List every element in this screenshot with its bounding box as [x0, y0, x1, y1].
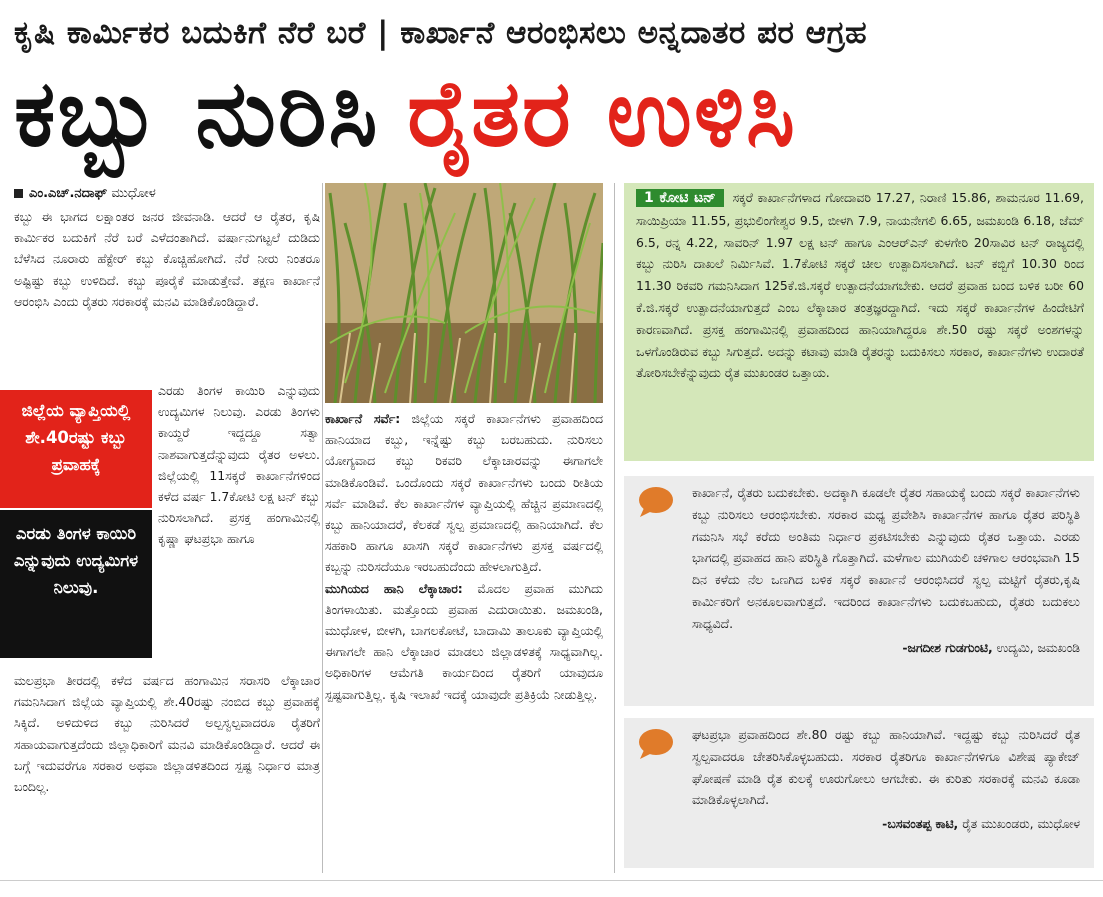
statistics-text: ಸಕ್ಕರೆ ಕಾರ್ಖಾನೆಗಳಾದ ಗೋದಾವರಿ 17.27, ನಿರಾಣಿ 15.86, ಶಾಮನೂರ 11.69, ಸಾಯಿಪ್ರಿಯಾ 11.55, ಪ್ರಭುಲಿಂಗೇಶ್ವರ 9.5, ಬೀಳಗಿ 7.9, ನಾಯನೇಗಲಿ 6.65, ಜಮಖಂಡಿ 6.18, ಜೆಮ್ 6.5, ರನ್ನ 4.22, ಸಾವರಿನ್ 1.97 ಲಕ್ಷ ಟನ್ ಹಾಗೂ ಎಂಆರ್‌ಎನ್ ಕುಳಗೇರಿ 20ಸಾವಿರ ಟನ್ ರಾಜ್ಯದಲ್ಲಿ ಕಬ್ಬು ನುರಿಸಿ ದಾಖಲೆ ನಿರ್ಮಿಸಿವೆ. 1.7ಕೋಟಿ ಸಕ್ಕರೆ ಚೀಲ ಉತ್ಪಾದಿಸಲಾಗಿದೆ. ಟನ್ ಕಬ್ಬಿಗೆ 10.30 ರಿಂದ 11.30 ರಿಕವರಿ ಗಮನಿಸಿದಾಗ 125ಕೆ.ಜಿ.ಸಕ್ಕರೆ ಉತ್ಪಾದನೆಯಾಗಬೇಕು. ಆದರೆ ಪ್ರವಾಹ ಬಂದ ಬಳಿಕ ಬರೀ 60 ಕೆ.ಜಿ.ಸಕ್ಕರೆ ಉತ್ಪಾದನೆಯಾಗುತ್ತದೆ ಎಂಬ ಲೆಕ್ಕಾಚಾರ ತಂತ್ರಜ್ಞರದ್ದಾಗಿದೆ. ಇದು ಸಕ್ಕರೆ ಕಾರ್ಖಾನೆಗಳ ಹಿಂದೇಟಿಗೆ ಕಾರಣವಾಗಿದೆ. ಪ್ರಸಕ್ತ ಹಂಗಾಮಿನಲ್ಲಿ ಪ್ರವಾಹದಿಂದ ಹಾನಿಯಾಗಿದ್ದರೂ ಶೇ.50 ರಷ್ಟು ಸಕ್ಕರೆ ಅಂಶಗಳನ್ನು ಒಳಗೊಂಡಿರುವ ಕಬ್ಬು ಸಿಗುತ್ತದೆ. ಅದನ್ನು ಕಟಾವು ಮಾಡಿ ರೈತರನ್ನು ಬದುಕಿಸಲು ಸರಕಾರ, ಕಾರ್ಖಾನೆಗಳು ಉದಾರತೆ ತೋರಿಸಬೇಕೆನ್ನುವುದು ರೈತ ಮುಖಂಡರ ಒತ್ತಾಯ.	[636, 190, 1084, 381]
quote1-text: ಕಾರ್ಖಾನೆ, ರೈತರು ಬದುಕಬೇಕು. ಅದಕ್ಕಾಗಿ ಕೂಡಲೇ ರೈತರ ಸಹಾಯಕ್ಕೆ ಬಂದು ಸಕ್ಕರೆ ಕಾರ್ಖಾನೆಗಳು ಕಬ್ಬು ನುರಿಸಲು ಆರಂಭಿಸಬೇಕು. ಸರಕಾರ ಮಧ್ಯ ಪ್ರವೇಶಿಸಿ ಕಾರ್ಖಾನೆಗಳ ಹಾಗೂ ರೈತರ ಪರಿಸ್ಥಿತಿ ಗಮನಿಸಿ ಸಭೆ ಕರೆದು ಅಂತಿಮ ನಿರ್ಧಾರ ಪ್ರಕಟಿಸಬೇಕು ಎನ್ನುವುದು ರೈತರ ಒತ್ತಾಯ. ಎರಡು ಭಾಗದಲ್ಲಿ ಪ್ರವಾಹದ ಹಾನಿ ಪರಿಸ್ಥಿತಿ ಗೊತ್ತಾಗಿದೆ. ಮಳೆಗಾಲ ಮುಗಿಯಲಿ ಚಳಿಗಾಲ ಆರಂಭವಾಗಿ 15 ದಿನ ಕಳೆದು ನೆಲ ಒಣಗಿದ ಬಳಿಕ ಸಕ್ಕರೆ ಕಾರ್ಖಾನೆ ಆರಂಭಿಸಿದರೆ ಸ್ವಲ್ಪ ಮಟ್ಟಿಗೆ ರೈತರು,ಕೃಷಿ ಕಾರ್ಮಿಕರಿಗೆ ಅನಕೂಲವಾಗುತ್ತದೆ. ಇದರಿಂದ ಕಾರ್ಖಾನೆಗಳು ಬದುಕಬಹುದು, ರೈತರು ಬದುಕಲು ಸಾಧ್ಯವಿದೆ.	[692, 485, 1080, 631]
page-bottom-rule	[0, 880, 1103, 881]
quote1-signature	[692, 637, 1080, 659]
red-highlight-box: ಜಿಲ್ಲೆಯ ವ್ಯಾಪ್ತಿಯಲ್ಲಿ ಶೇ.40ರಷ್ಟು ಕಬ್ಬು ಪ್ರವಾಹಕ್ಕೆ	[0, 390, 152, 508]
headline-black-part: ಕಬ್ಬು ನುರಿಸಿ	[14, 60, 380, 167]
quote2-text: ಘಟಪ್ರಭಾ ಪ್ರವಾಹದಿಂದ ಶೇ.80 ರಷ್ಟು ಕಬ್ಬು ಹಾನಿಯಾಗಿವೆ. ಇದ್ದಷ್ಟು ಕಬ್ಬು ನುರಿಸಿದರೆ ರೈತ ಸ್ವಲ್ಪವಾದರೂ ಚೇತರಿಸಿಕೊಳ್ಳಬಹುದು. ಸರಕಾರ ರೈತರಿಗೂ ಕಾರ್ಖಾನೆಗಳಿಗೂ ವಿಶೇಷ ಪ್ಯಾಕೇಜ್ ಘೋಷಣೆ ಮಾಡಿ ರೈತ ಕುಲಕ್ಕೆ ಊರುಗೋಲು ಆಗಬೇಕು. ಈ ಕುರಿತು ಸರಕಾರಕ್ಕೆ ಮನವಿ ಕೂಡಾ ಮಾಡಿಕೊಳ್ಳಲಾಗಿದೆ.	[692, 727, 1080, 808]
statistics-tag: 1 ಕೋಟಿ ಟನ್	[636, 189, 724, 207]
quote-box-1	[624, 476, 1094, 706]
column1-intro: ಕಬ್ಬು ಈ ಭಾಗದ ಲಕ್ಷಾಂತರ ಜನರ ಜೀವನಾಡಿ. ಆದರೆ ಆ ರೈತರ, ಕೃಷಿ ಕಾರ್ಮಿಕರ ಬದುಕಿಗೆ ನೆರೆ ಬರೆ ಎಳೆದಂತಾಗಿದೆ. ವರ್ಷಾನುಗಟ್ಟಲೆ ದುಡಿದು ಬೆಳೆಸಿದ ನೂರಾರು ಹೆಕ್ಟೇರ್ ಕಬ್ಬು ಕೊಚ್ಚಿಹೋಗಿದೆ. ನೆರೆ ನೀರು ನಿಂತರೂ ಅಷ್ಟಿಷ್ಟು ಕಬ್ಬು ಉಳಿದಿದೆ. ಕಬ್ಬು ಪೂರೈಕೆ ಮಾಡುತ್ತೇವೆ. ತಕ್ಷಣ ಕಾರ್ಖಾನೆ ಆರಂಭಿಸಿ ಎಂದು ರೈತರು ಸರಕಾರಕ್ಕೆ ಮನವಿ ಮಾಡಿಕೊಂಡಿದ್ದಾರೆ.	[14, 209, 320, 309]
quote2-name: -ಬಸವಂತಪ್ಪ ಕಾಟಿ,	[882, 816, 959, 832]
statistics-box	[624, 183, 1094, 461]
article-headline	[14, 58, 1094, 178]
byline	[14, 184, 314, 204]
quote-box-2	[624, 718, 1094, 868]
headline-red-part: ರೈತರ ಉಳಿಸಿ	[407, 60, 797, 167]
article-kicker: ಕೃಷಿ ಕಾರ್ಮಿಕರ ಬದುಕಿಗೆ ನೆರೆ ಬರೆ | ಕಾರ್ಖಾನೆ ಆರಂಭಿಸಲು ಅನ್ನದಾತರ ಪರ ಆಗ್ರಹ	[14, 15, 868, 51]
sugarcane-photo	[325, 183, 603, 403]
survey-paragraph: ಜಿಲ್ಲೆಯ ಸಕ್ಕರೆ ಕಾರ್ಖಾನೆಗಳು ಪ್ರವಾಹದಿಂದ ಹಾನಿಯಾದ ಕಬ್ಬು, ಇನ್ನೆಷ್ಟು ಕಬ್ಬು ಬರಬಹುದು. ನುರಿಸಲು ಯೋಗ್ಯವಾದ ಕಬ್ಬು ರಿಕವರಿ ಲೆಕ್ಕಾಚಾರವನ್ನು ಈಗಾಗಲೇ ಮಾಡಿಕೊಂಡಿವೆ. ಒಂದೊಂದು ಸಕ್ಕರೆ ಕಾರ್ಖಾನೆಗಳು ಬಂದು ರೀತಿಯ ಸರ್ವೆ ಮಾಡಿವೆ. ಕೆಲ ಕಾರ್ಖಾನೆಗಳ ವ್ಯಾಪ್ತಿಯಲ್ಲಿ ಹೆಚ್ಚಿನ ಪ್ರಮಾಣದಲ್ಲಿ ಕಬ್ಬು ಹಾನಿಯಾದರೆ, ಕೆಲಕಡೆ ಸ್ವಲ್ಪ ಪ್ರಮಾಣದಲ್ಲಿ ಹಾನಿಯಾಗಿದೆ. ಕೆಲ ಸಹಕಾರಿ ಹಾಗೂ ಖಾಸಗಿ ಸಕ್ಕರೆ ಕಾರ್ಖಾನೆಗಳು ಪ್ರಸಕ್ತ ವರ್ಷದಲ್ಲಿ ಕಬ್ಬನ್ನು ನುರಿಸದೆಯೂ ಇರಬಹುದೆಂದು ಹೇಳಲಾಗುತ್ತಿದೆ.	[325, 411, 603, 575]
survey-subheading: ಕಾರ್ಖಾನೆ ಸರ್ವೆ:	[325, 411, 401, 426]
quote2-signature	[692, 813, 1080, 835]
sugarcane-photo-graphic	[325, 183, 603, 403]
loss-subheading: ಮುಗಿಯದ ಹಾನಿ ಲೆಕ್ಕಾಚಾರ:	[325, 580, 463, 596]
byline-square-icon	[14, 189, 23, 198]
speech-bubble-icon	[636, 486, 674, 518]
loss-paragraph: ಮೊದಲ ಪ್ರವಾಹ ಮುಗಿದು ತಿಂಗಳಾಯಿತು. ಮತ್ತೊಂದು ಪ್ರವಾಹ ಎದುರಾಯಿತು. ಜಮಖಂಡಿ, ಮುಧೋಳ, ಬೀಳಗಿ, ಬಾಗಲಕೋಟೆ, ಬಾದಾಮಿ ತಾಲೂಕು ವ್ಯಾಪ್ತಿಯಲ್ಲಿ ಈಗಾಗಲೇ ಹಾನಿ ಲೆಕ್ಕಾಚಾರ ಮಾಡಲು ಜಿಲ್ಲಾಡಳಿತಕ್ಕೆ ಸಾಧ್ಯವಾಗಿಲ್ಲ. ಅಧಿಕಾರಿಗಳ ಆಮೆಗತಿ ಕಾರ್ಯದಿಂದ ರೈತರಿಗೆ ಯಾವುದೂ ಸ್ಪಷ್ಟವಾಗುತ್ತಿಲ್ಲ. ಕೃಷಿ ಇಲಾಖೆ ಇದಕ್ಕೆ ಯಾವುದೇ ಪ್ರತಿಕ್ರಿಯೆ ನೀಡುತ್ತಿಲ್ಲ.	[325, 580, 603, 702]
column1-bottom-text: ಮಲಪ್ರಭಾ ತೀರದಲ್ಲಿ ಕಳೆದ ವರ್ಷದ ಹಂಗಾಮಿನ ಸರಾಸರಿ ಲೆಕ್ಕಾಚಾರ ಗಮನಿಸಿದಾಗ ಜಿಲ್ಲೆಯ ವ್ಯಾಪ್ತಿಯಲ್ಲಿ ಶೇ.40ರಷ್ಟು ನಂಬಿದ ಕಬ್ಬು ಪ್ರವಾಹಕ್ಕೆ ಸಿಕ್ಕಿದೆ. ಅಳಿದುಳಿದ ಕಬ್ಬು ನುರಿಸಿದರೆ ಅಲ್ಪಸ್ವಲ್ಪವಾದರೂ ರೈತರಿಗೆ ಸಹಾಯವಾಗುತ್ತದೆಂದು ಜಿಲ್ಲಾಧಿಕಾರಿಗೆ ಮನವಿ ಮಾಡಿಕೊಂಡಿದ್ದಾರೆ. ಆದರೆ ಈ ಬಗ್ಗೆ ಇದುವರೆಗೂ ಸರಕಾರ ಅಥವಾ ಜಿಲ್ಲಾಡಳಿತದಿಂದ ಸ್ಪಷ್ಟ ನಿರ್ಧಾರ ಮಾತ್ರ ಬಂದಿಲ್ಲ.	[14, 673, 320, 795]
speech-bubble-icon	[636, 728, 674, 760]
quote1-role: ಉದ್ಯಮಿ, ಜಮಖಂಡಿ	[996, 639, 1080, 655]
black-highlight-box: ಎರಡು ತಿಂಗಳ ಕಾಯಿರಿ ಎನ್ನುವುದು ಉದ್ಯಮಿಗಳ ನಿಲುವು.	[0, 510, 152, 658]
byline-name: ಎಂ.ಎಚ್.ನದಾಫ್	[29, 186, 108, 201]
quote1-name: -ಜಗದೀಶ ಗುಡಗುಂಟಿ,	[902, 639, 993, 655]
column-divider	[614, 183, 615, 873]
column2-text	[325, 408, 603, 868]
column-divider	[322, 183, 323, 873]
column1-side-text: ಎರಡು ತಿಂಗಳ ಕಾಯಿರಿ ಎನ್ನುವುದು ಉದ್ಯಮಿಗಳ ನಿಲುವು. ಎರಡು ತಿಂಗಳು ಕಾಯ್ದರೆ ಇದ್ದದ್ದೂ ಸತ್ವಾ ನಾಶವಾಗುತ್ತದೆನ್ನುವುದು ರೈತರ ಅಳಲು. ಜಿಲ್ಲೆಯಲ್ಲಿ 11ಸಕ್ಕರೆ ಕಾರ್ಖಾನೆಗಳಿಂದ ಕಳೆದ ವರ್ಷ 1.7ಕೋಟಿ ಲಕ್ಷ ಟನ್ ಕಬ್ಬು ನುರಿಸಲಾಗಿದೆ. ಪ್ರಸಕ್ತ ಹಂಗಾಮಿನಲ್ಲಿ ಕೃಷ್ಣಾ ಘಟಪ್ರಭಾ ಹಾಗೂ	[158, 383, 320, 547]
quote2-role: ರೈತ ಮುಖಂಡರು, ಮುಧೋಳ	[962, 816, 1080, 832]
byline-place: ಮುಧೋಳ	[111, 186, 156, 201]
